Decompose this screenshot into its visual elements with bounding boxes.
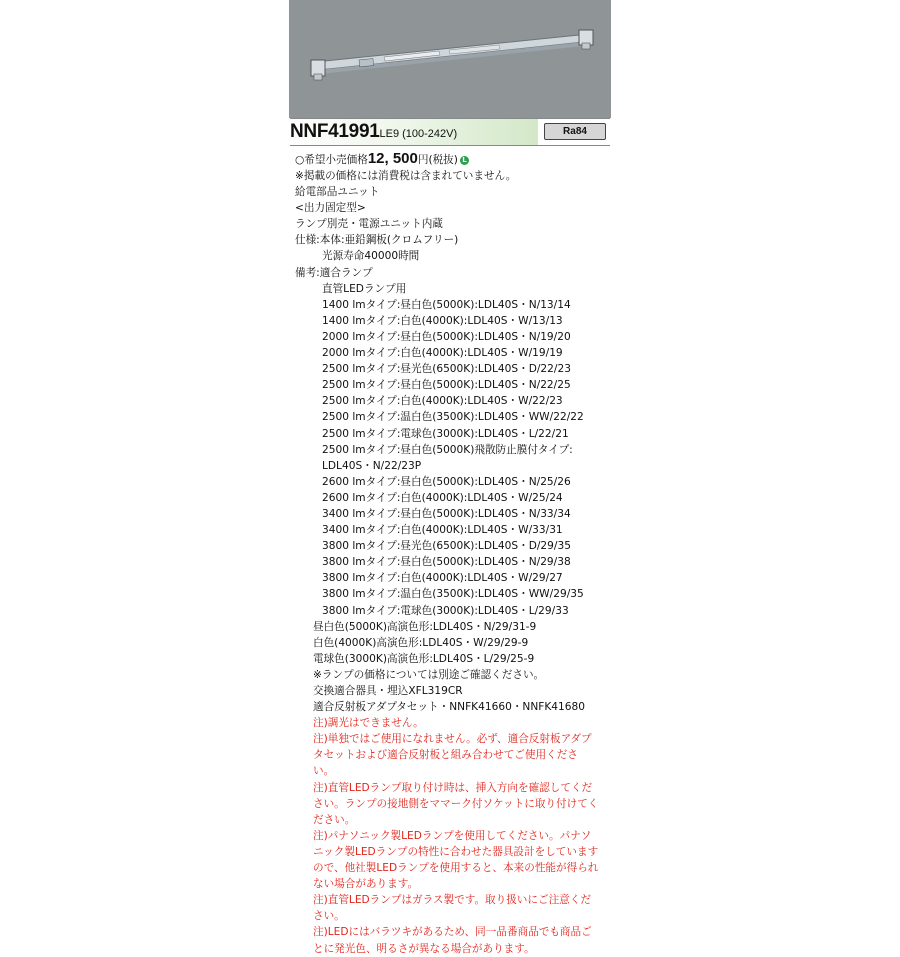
price-prefix: ○希望小売価格 (295, 154, 368, 166)
lamp-item: 1400 lmタイプ:白色(4000K):LDL40S・W/13/13 (322, 314, 563, 327)
price-amount: 12, 500 (367, 150, 418, 167)
remarks-subtitle: 直管LEDランプ用 (322, 282, 407, 295)
caution-note: 注)直管LEDランプ取り付け時は、挿入方向を確認してください。ランプの接地側をママーク付ソケットに取り付けてください。 (313, 781, 599, 826)
shatter-lamp-line: 2500 lmタイプ:昼白色(5000K)飛散防止膜付タイプ: (322, 443, 573, 456)
product-header (290, 118, 610, 146)
high-cri-item: 電球色(3000K)高演色形:LDL40S・L/29/25-9 (313, 652, 535, 665)
reflector-set: 適合反射板アダプタセット・NNFK41660・NNFK41680 (313, 701, 586, 714)
lamp-item: 3800 lmタイプ:白色(4000K):LDL40S・W/29/27 (322, 572, 563, 585)
category-line: <出力固定型> (295, 202, 366, 215)
lamp-price-note: ※ランプの価格については別途ご確認ください。 (313, 668, 545, 681)
lamp-item: 3400 lmタイプ:白色(4000K):LDL40S・W/33/31 (322, 524, 563, 537)
product-photo (289, 0, 611, 118)
lamp-item: 2500 lmタイプ:白色(4000K):LDL40S・W/22/23 (322, 395, 563, 408)
lamp-item: 2600 lmタイプ:昼白色(5000K):LDL40S・N/25/26 (322, 475, 571, 488)
high-cri-item: 白色(4000K)高演色形:LDL40S・W/29/29-9 (313, 636, 529, 649)
lamp-item: 2000 lmタイプ:昼白色(5000K):LDL40S・N/19/20 (322, 330, 571, 343)
model-number: NNF41991 (290, 121, 380, 142)
lamp-item: 3800 lmタイプ:昼白色(5000K):LDL40S・N/29/38 (322, 556, 571, 569)
lamp-list-2 (295, 474, 610, 619)
caution-note: 注)直管LEDランプはガラス製です。取り扱いにご注意ください。 (313, 894, 591, 923)
remarks-label: 備考: (295, 266, 320, 279)
remarks-title: 適合ランプ (319, 266, 373, 279)
high-cri-list (295, 619, 610, 667)
lamp-item: 2500 lmタイプ:温白色(3500K):LDL40S・WW/22/22 (322, 411, 584, 424)
lamp-list (295, 297, 610, 442)
l-mark-icon: L (460, 156, 469, 165)
lamp-item: 2500 lmタイプ:昼白色(5000K):LDL40S・N/22/25 (322, 379, 571, 392)
caution-note: 注)LEDにはバラツキがあるため、同一品番商品でも商品ごとに発光色、明るさが異なる場合があります。 (313, 926, 592, 955)
spec-body: 本体:亜鉛鋼板(クロムフリー) (319, 234, 459, 247)
price-unit: 円(税抜) (417, 154, 458, 166)
spec-content (295, 150, 610, 957)
lamp-item: 3800 lmタイプ:昼光色(6500K):LDL40S・D/29/35 (322, 540, 571, 553)
caution-note: 注)単独ではご使用になれません。必ず、適合反射板アダプタセットおよび適合反射板と組み合わせてご使用ください。 (313, 733, 592, 778)
exchange-fixture: 交換適合器具・埋込XFL319CR (313, 685, 463, 697)
caution-note: 注)パナソニック製LEDランプを使用してください。パナソニック製LEDランプの特性に合わせた器具設計をしていますので、他社製LEDランプを使用すると、本来の性能が得られない場合があります。 (313, 829, 599, 891)
lamp-item: 3400 lmタイプ:昼白色(5000K):LDL40S・N/33/34 (322, 507, 571, 520)
remarks-line (295, 265, 610, 281)
lamp-item: 2000 lmタイプ:白色(4000K):LDL40S・W/19/19 (322, 347, 563, 360)
lamp-item: 2600 lmタイプ:白色(4000K):LDL40S・W/25/24 (322, 491, 563, 504)
lamp-item: 2500 lmタイプ:電球色(3000K):LDL40S・L/22/21 (322, 427, 569, 440)
price-line (295, 150, 610, 168)
lamp-item: 3800 lmタイプ:電球色(3000K):LDL40S・L/29/33 (322, 604, 569, 617)
lamp-item: 1400 lmタイプ:昼白色(5000K):LDL40S・N/13/14 (322, 298, 571, 311)
spec-line (295, 232, 610, 248)
model-suffix: LE9 (100-242V) (379, 128, 458, 140)
lamp-item: 3800 lmタイプ:温白色(3500K):LDL40S・WW/29/35 (322, 588, 584, 601)
category-line: 給電部品ユニット (295, 186, 380, 199)
model-title (290, 121, 457, 143)
high-cri-item: 昼白色(5000K)高演色形:LDL40S・N/29/31-9 (313, 620, 537, 633)
spec-life: 光源寿命40000時間 (322, 250, 420, 263)
lamp-item: 2500 lmタイプ:昼光色(6500K):LDL40S・D/22/23 (322, 363, 571, 376)
caution-note: 注)調光はできません。 (313, 717, 424, 730)
spec-label: 仕様: (295, 234, 320, 247)
shatter-lamp-line: LDL40S・N/22/23P (322, 459, 422, 472)
notes-list (295, 715, 610, 956)
tax-note: ※掲載の価格には消費税は含まれていません。 (295, 170, 517, 182)
fixture-image (289, 0, 611, 118)
ra-badge: Ra84 (544, 123, 606, 140)
category-line: ランプ別売・電源ユニット内蔵 (295, 218, 443, 231)
